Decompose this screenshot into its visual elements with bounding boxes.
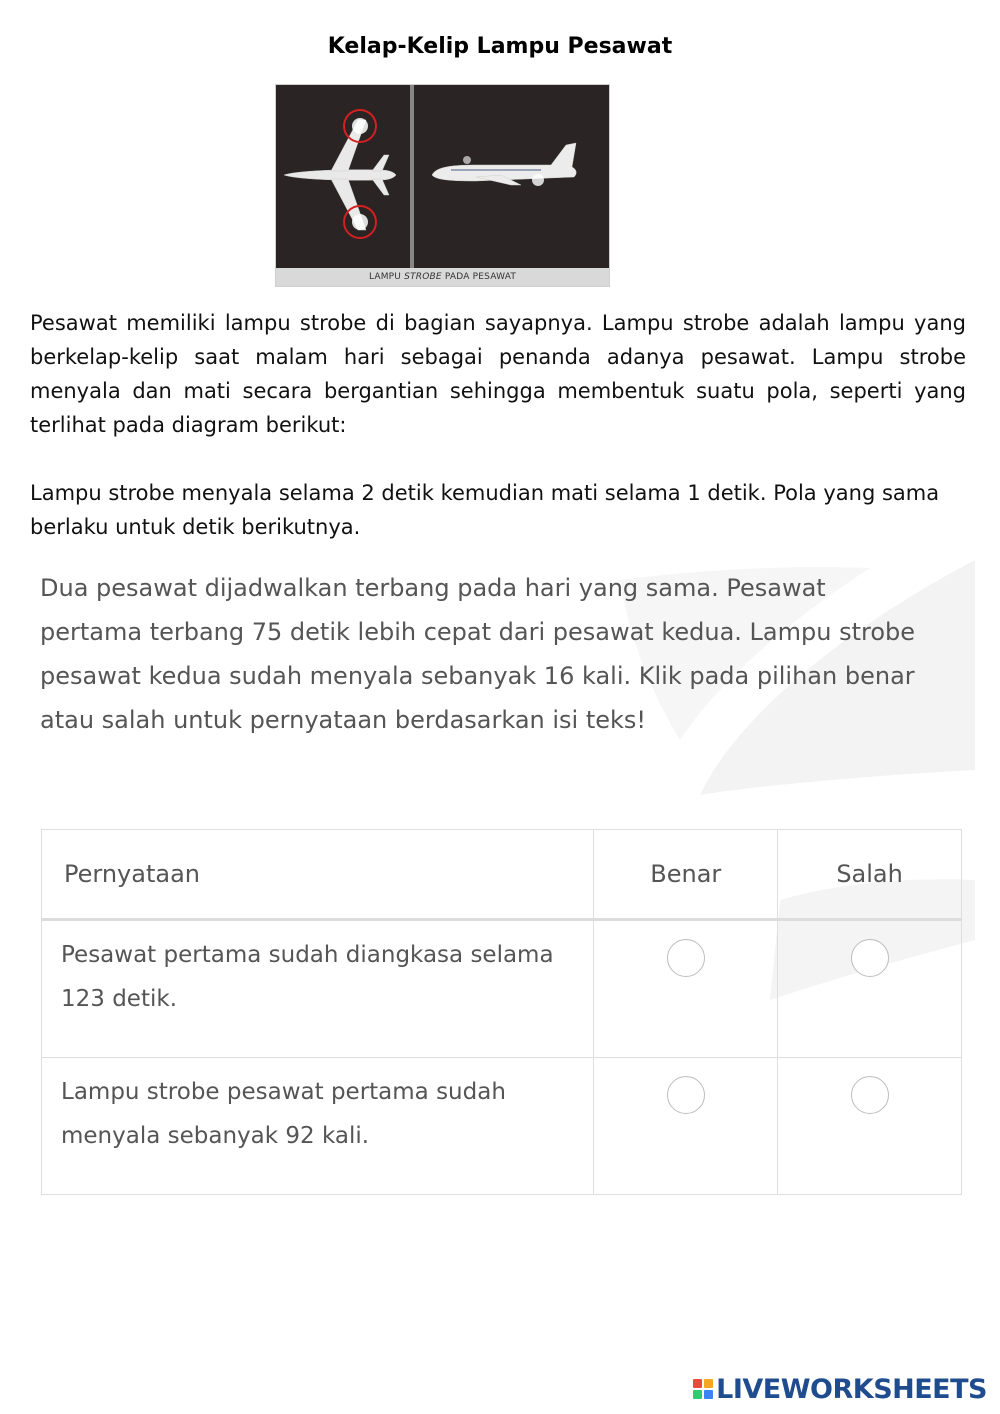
strobe-light-figure [275, 84, 610, 287]
pattern-paragraph: Lampu strobe menyala selama 2 detik kemudian mati selama 1 detik. Pola yang sama berlaku untuk detik berikutnya. [30, 481, 940, 539]
strobe-glow-side [532, 174, 544, 186]
header-false: Salah [778, 830, 962, 920]
header-true: Benar [594, 830, 778, 920]
plane-side-view [432, 143, 576, 185]
statement-cell: Pesawat pertama sudah diangkasa selama 123 detik. [42, 920, 594, 1058]
table-header-row [42, 830, 962, 920]
true-option-cell [594, 1058, 778, 1195]
intro-paragraph: Pesawat memiliki lampu strobe di bagian sayapnya. Lampu strobe adalah lampu yang berkelap-kelip saat malam hari sebagai penanda adanya pesawat. Lampu strobe menyala dan mati secara bergantian sehingga membentuk suatu pola, seperti yang terlihat pada diagram berikut: [30, 311, 966, 437]
page-title: Kelap-Kelip Lampu Pesawat [327, 34, 673, 59]
false-option-cell [778, 1058, 962, 1195]
plane-top-view [284, 120, 396, 230]
false-option-cell [778, 920, 962, 1058]
figure-caption: LAMPU STROBE PADA PESAWAT [276, 268, 609, 286]
radio-false-2[interactable] [851, 1076, 889, 1114]
radio-false-1[interactable] [851, 939, 889, 977]
statement-cell: Lampu strobe pesawat pertama sudah menyala sebanyak 92 kali. [42, 1058, 594, 1195]
table-row [42, 920, 962, 1058]
liveworksheets-logo [693, 1374, 987, 1404]
strobe-glow-bottom [352, 214, 368, 230]
table-row [42, 1058, 962, 1195]
radio-true-2[interactable] [667, 1076, 705, 1114]
question-text: Dua pesawat dijadwalkan terbang pada hari yang sama. Pesawat pertama terbang 75 detik lebih cepat dari pesawat kedua. Lampu strobe pesawat kedua sudah menyala sebanyak 16 kali. Klik pada pilihan benar atau salah untuk pernyataan berdasarkan isi teks! [40, 574, 916, 734]
statement-table [41, 829, 962, 1195]
header-statement: Pernyataan [42, 830, 594, 920]
strobe-glow-top [352, 118, 368, 134]
brand-name: LIVEWORKSHEETS [716, 1373, 987, 1405]
logo-mark-icon [693, 1379, 713, 1399]
true-option-cell [594, 920, 778, 1058]
radio-true-1[interactable] [667, 939, 705, 977]
figure-divider [410, 85, 414, 270]
